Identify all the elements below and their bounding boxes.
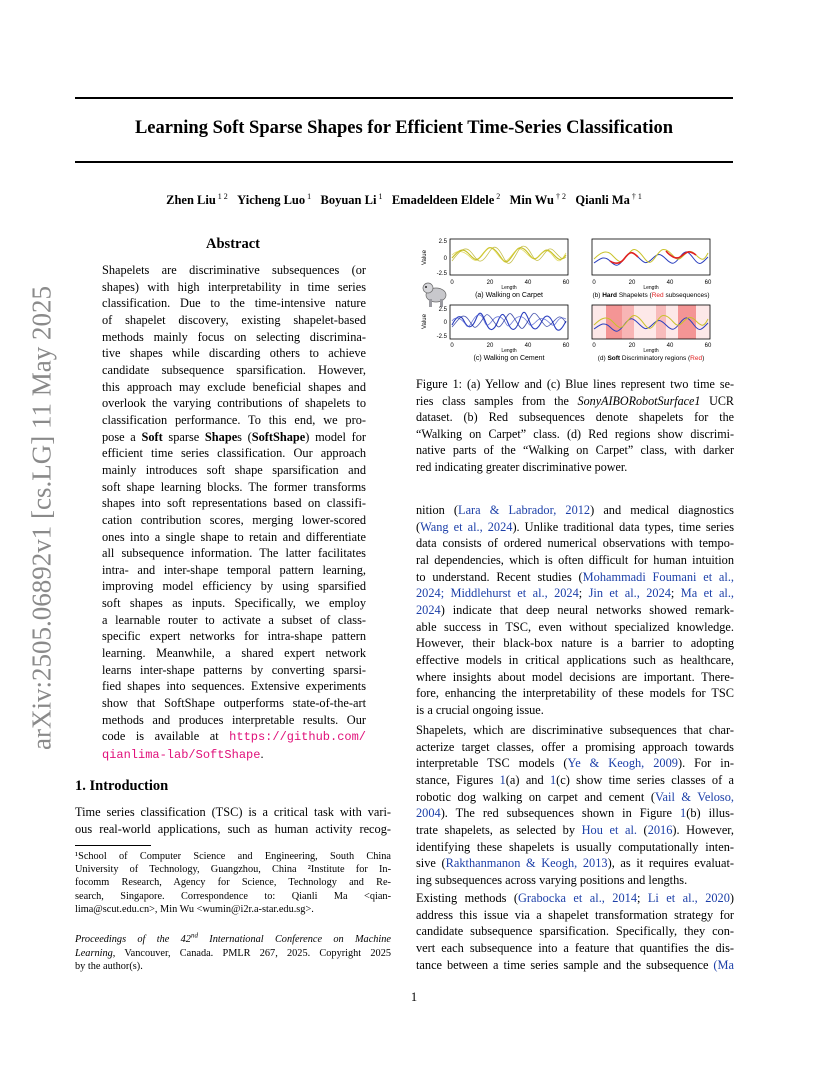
text-line: nition (Lara & Labrador, 2012) and medical diagnostics xyxy=(416,503,734,517)
text-line: Learning, Vancouver, Canada. PMLR 267, 2025. Copyright 2025 xyxy=(75,947,391,959)
figure-1-graphic xyxy=(420,233,736,363)
text-line: pose a Soft sparse Shapes (SoftShape) model for xyxy=(102,429,366,444)
text-line: Shapelets are discriminative subsequences (or xyxy=(102,263,366,277)
page-number: 1 xyxy=(410,990,418,1004)
author-list xyxy=(75,192,733,208)
text-line: “Walking on Carpet” class. (d) Red regions show discrimi- xyxy=(416,426,734,441)
caption-c: (c) Walking on Cement xyxy=(473,355,545,362)
author-affiliation: † 2 xyxy=(553,192,566,201)
text-line: methods mainly focus on selecting discrimina- xyxy=(102,329,366,344)
text-line: search, Singapore. Correspondence to: Qianli Ma <qian- xyxy=(75,890,391,902)
text-line: by the author(s). xyxy=(75,960,143,972)
author-name: Boyuan Li xyxy=(320,193,377,208)
x-tick-a-0: 0 xyxy=(450,280,454,286)
text-line: tance between a time series sample and the subsequence (Ma xyxy=(416,957,734,972)
y-axis-label-c: Value xyxy=(422,314,428,329)
text-line: However, their black-box nature is a barrier to adopting xyxy=(416,636,734,651)
text-line: soft shapes as inputs. Specifically, we employ xyxy=(102,596,366,611)
text-line: robotic dog walking on carpet and cement (Vail & Veloso, xyxy=(416,789,734,804)
text-line: Shapelets, which are discriminative subsequences that char- xyxy=(416,723,734,737)
x-axis-label-d: Length xyxy=(643,348,659,354)
text-line: qianlima-lab/SoftShape. xyxy=(102,747,264,763)
text-line: learns inter-shape patterns by converting sparsi- xyxy=(102,662,366,677)
text-line: soft shape learning blocks. The former transforms xyxy=(102,479,366,494)
footnote-rule xyxy=(75,845,151,846)
text-line: stance, Figures 1(a) and 1(c) show time series classes of a xyxy=(416,772,734,787)
text-line: native parts of the “Walking on Carpet” class, with darker xyxy=(416,443,734,457)
robot-dog-illustration xyxy=(423,283,446,307)
x-axis-label-c: Length xyxy=(501,348,517,354)
x-tick-c-3: 60 xyxy=(562,343,570,349)
text-line: candidate subsequence sparsification. Specifically, they con- xyxy=(416,924,734,939)
text-line: Existing methods (Grabocka et al., 2014; Li et al., 2020) xyxy=(416,891,735,905)
text-line: this approach may exclude beneficial shapes and xyxy=(102,379,366,394)
text-line: vert each subsequence into a feature that quantifies the dis- xyxy=(416,940,734,955)
text-line: 2024; Middlehurst et al., 2024; Jin et al., 2024; Ma et al., xyxy=(416,586,735,601)
text-line: where insights about model decisions are important. There- xyxy=(416,669,734,684)
author-affiliation: 1 xyxy=(305,192,312,201)
text-line: overlook the varying contributions of shapelets to xyxy=(102,396,366,411)
text-line: efficient time series classification. Our approach xyxy=(102,446,366,461)
panel-a-frame xyxy=(450,239,568,275)
author-name: Emadeldeen Eldele xyxy=(391,193,495,208)
region-light-1 xyxy=(622,305,634,339)
author-affiliation: 2 xyxy=(494,192,501,201)
text-line: focomm Research, Agency for Science, Technology and Re- xyxy=(75,877,391,889)
affiliation-footnote xyxy=(75,850,391,916)
y-tick-c-0: 2.5 xyxy=(438,307,447,313)
text-line: improving model efficiency by using sparsified xyxy=(102,579,366,594)
x-tick-d-3: 60 xyxy=(704,343,712,349)
y-tick-a-2: -2.5 xyxy=(436,271,447,277)
y-tick-a-1: 0 xyxy=(443,256,447,262)
text-line: identifying these shapelets is usually computationally inten- xyxy=(416,839,734,854)
text-line: (Wang et al., 2024). Unlike traditional data types, time series xyxy=(416,519,734,534)
code-link-path[interactable]: qianlima-lab/SoftShape xyxy=(102,748,261,763)
text-line: candidate subsequence sparsification. However, xyxy=(102,362,366,377)
region-dark-1 xyxy=(606,305,622,339)
author-name: Min Wu xyxy=(509,193,554,208)
arxiv-stamp-container xyxy=(22,278,62,758)
text-line: methods and produces interpretable results. Our xyxy=(102,712,366,727)
x-tick-b-0: 0 xyxy=(592,280,596,286)
series-yellow-1 xyxy=(452,248,566,262)
text-line: Figure 1: (a) Yellow and (c) Blue lines represent two time se- xyxy=(416,377,734,391)
text-line: address this issue via a shapelet transformation strategy for xyxy=(416,907,734,922)
x-tick-a-2: 40 xyxy=(524,280,532,286)
text-line: fied shapes into sequences. Extensive experiments xyxy=(102,679,366,694)
text-line: to understand. Recent studies (Mohammadi Foumani et al., xyxy=(416,569,734,584)
x-tick-d-2: 40 xyxy=(666,343,674,349)
figure-1 xyxy=(420,233,736,363)
text-line: able success in TSC, even without specialized knowledge. xyxy=(416,619,734,634)
text-line: shapes) with high interpretability in time series xyxy=(102,279,366,294)
text-line: shapes into soft representations based on classifi- xyxy=(102,496,366,511)
x-tick-c-1: 20 xyxy=(486,343,494,349)
figure-1-caption xyxy=(416,376,734,475)
panel-c xyxy=(422,305,570,362)
caption-b: (b) Hard Shapelets (Red subsequences) xyxy=(592,292,710,299)
panel-d xyxy=(592,305,712,362)
text-line: code is available at https://github.com/ xyxy=(102,729,366,745)
panel-a xyxy=(422,239,570,299)
text-line: ¹School of Computer Science and Engineering, South China xyxy=(75,851,391,862)
text-line: effective models in critical applications such as healthcare, xyxy=(416,652,734,667)
title-bottom-rule xyxy=(75,161,733,163)
text-line: Time series classification (TSC) is a critical task with vari- xyxy=(75,805,391,819)
text-line: red indicating greater discriminative power. xyxy=(416,459,628,474)
x-tick-b-3: 60 xyxy=(704,280,712,286)
y-axis-label-a: Value xyxy=(422,250,428,265)
y-tick-a-0: 2.5 xyxy=(438,239,447,245)
text-line: specific expert networks for intra-shape pattern xyxy=(102,629,366,644)
text-line: is a crucial ongoing issue. xyxy=(416,702,544,717)
author-affiliation: 1 2 xyxy=(215,192,228,201)
x-tick-a-1: 20 xyxy=(486,280,494,286)
top-rule xyxy=(75,97,733,99)
author-name: Yicheng Luo xyxy=(237,193,306,208)
text-line: intra- and inter-shape temporal pattern learning, xyxy=(102,562,366,577)
paper-title: Learning Soft Sparse Shapes for Efficient Time-Series Classification xyxy=(134,118,674,138)
code-link[interactable]: https://github.com/ xyxy=(229,730,366,745)
text-line: cation contribution scores, merging lower-scored xyxy=(102,512,366,527)
text-line: 2004). The red subsequences shown in Figure 1(b) illus- xyxy=(416,806,734,821)
introduction-body xyxy=(75,804,391,837)
introduction-heading: 1. Introduction xyxy=(75,778,169,794)
text-line: a learnable router to activate a subset of class- xyxy=(102,612,366,627)
text-line: learning. Meanwhile, a shared expert network xyxy=(102,646,366,661)
text-line: data consists of ordered numerical observations with tempo- xyxy=(416,536,734,551)
right-col-para-2 xyxy=(416,722,734,889)
text-line: ries class samples from the SonyAIBORobotSurface1 UCR xyxy=(416,393,734,408)
text-line: tive shapes while discarding others to achieve xyxy=(102,346,366,361)
text-line: of shapelet discovery, existing shapelet-based xyxy=(102,312,366,327)
panel-b xyxy=(592,239,712,299)
text-line: ous real-world applications, such as human activity recog- xyxy=(75,821,391,836)
abstract-body xyxy=(102,262,366,764)
text-line: University of Technology, Guangzhou, China ²Institute for In- xyxy=(75,864,391,876)
text-line: classification performance. To this end, we pro- xyxy=(102,412,366,427)
text-line: Proceedings of the 42nd International Conference on Machine xyxy=(75,932,391,946)
text-line: acterize target classes, offer a promising approach towards xyxy=(416,739,734,754)
x-tick-c-0: 0 xyxy=(450,343,454,349)
text-line: classification. Due to the time-intensive nature xyxy=(102,296,366,311)
text-line: ing subsequences across varying positions and lengths. xyxy=(416,872,688,887)
proceedings-note xyxy=(75,930,391,973)
text-line: dataset. (b) Red subsequences denote shapelets for the xyxy=(416,410,734,424)
region-light-2 xyxy=(656,305,666,339)
text-line: ral dependencies, which is often difficult for human intuition xyxy=(416,552,734,567)
x-tick-b-2: 40 xyxy=(666,280,674,286)
text-line: sive (Rakthanmanon & Keogh, 2013), as it requires evaluat- xyxy=(416,856,734,871)
x-axis-label-b: Length xyxy=(643,285,659,291)
text-line: ones into a single shape to retain and differentiate xyxy=(102,529,366,544)
text-line: show that SoftShape outperforms state-of-the-art xyxy=(102,696,366,711)
x-tick-d-0: 0 xyxy=(592,343,596,349)
x-tick-a-3: 60 xyxy=(562,280,570,286)
x-tick-c-2: 40 xyxy=(524,343,532,349)
text-line: lima@scut.edu.cn>, Min Wu <wumin@i2r.a-star.edu.sg>. xyxy=(75,903,314,915)
author-name: Qianli Ma xyxy=(575,193,630,208)
shapelet-red-2 xyxy=(666,251,696,258)
x-tick-b-1: 20 xyxy=(628,280,636,286)
x-tick-d-1: 20 xyxy=(628,343,636,349)
arxiv-stamp: arXiv:2505.06892v1 [cs.LG] 11 May 2025 xyxy=(26,286,57,750)
caption-d: (d) Soft Discriminatory regions (Red) xyxy=(597,355,705,362)
abstract-heading: Abstract xyxy=(206,236,260,252)
x-axis-label-a: Length xyxy=(501,285,517,291)
y-tick-c-2: -2.5 xyxy=(436,334,447,340)
text-line: trate shapelets, as selected by Hou et al. (2016). However, xyxy=(416,822,734,837)
author-affiliation: 1 xyxy=(376,192,383,201)
author-affiliation: † 1 xyxy=(629,192,642,201)
text-line: interpretable TSC models (Ye & Keogh, 2009). For in- xyxy=(416,756,734,771)
y-tick-c-1: 0 xyxy=(443,320,447,326)
text-line: mainly introduces soft shape sparsification and xyxy=(102,462,366,477)
caption-a: (a) Walking on Carpet xyxy=(475,292,543,299)
text-line: 2024) indicate that deep neural networks showed remark- xyxy=(416,602,734,617)
text-line: all subsequence information. The latter facilitates xyxy=(102,546,366,561)
series-blue-1 xyxy=(452,312,566,330)
panel-c-frame xyxy=(450,305,568,339)
right-col-para-3 xyxy=(416,890,734,973)
right-col-para-1 xyxy=(416,502,734,719)
author-name: Zhen Liu xyxy=(166,193,216,208)
text-line: fore, enhancing the interpretability of these models for TSC xyxy=(416,686,734,701)
